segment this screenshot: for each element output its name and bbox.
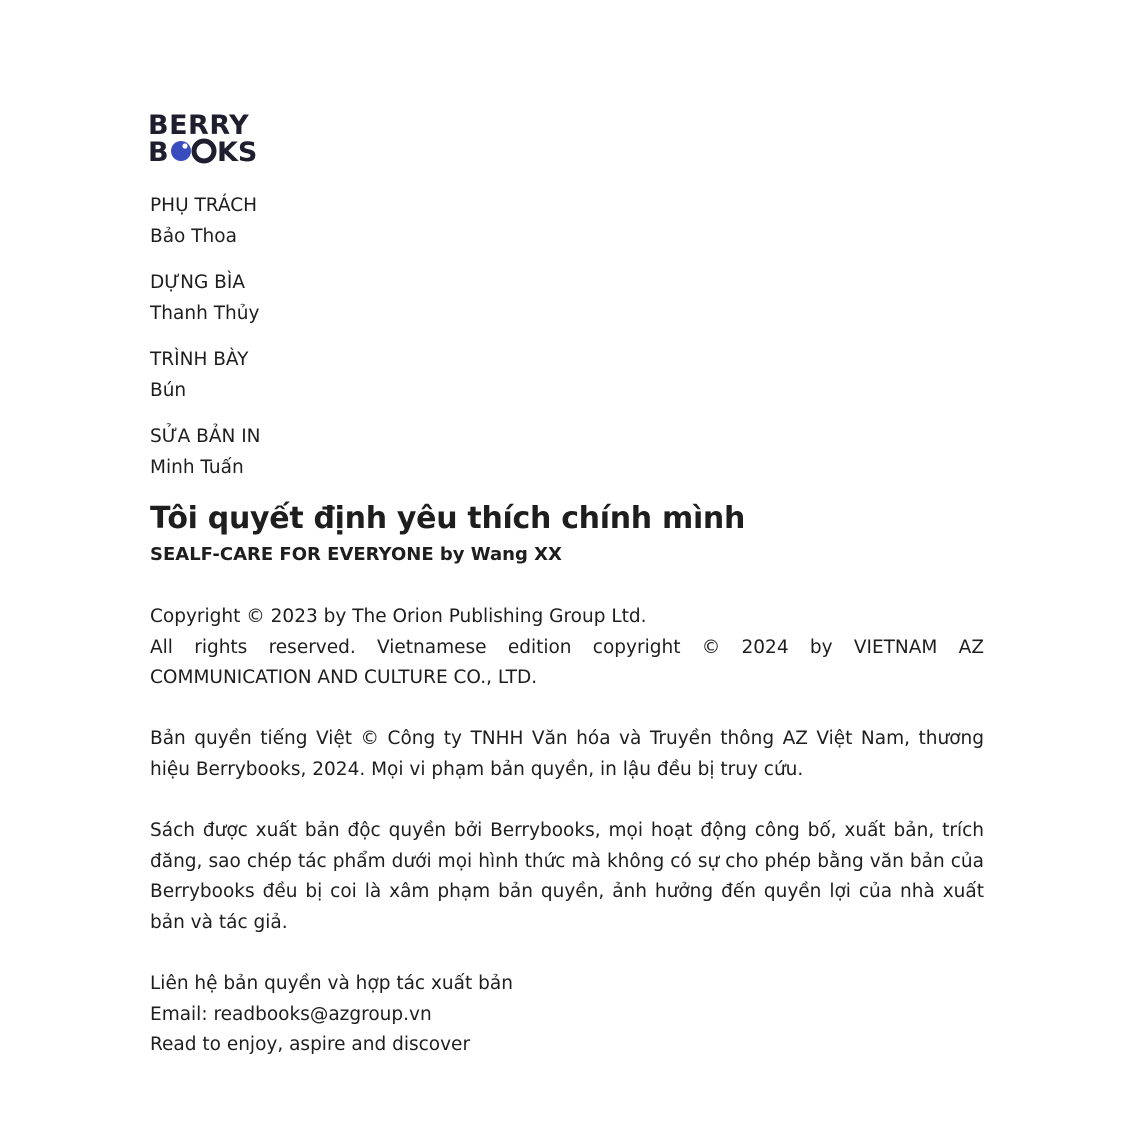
book-subtitle: SEALF-CARE FOR EVERYONE by Wang XX	[150, 544, 562, 565]
credits-list	[150, 190, 261, 498]
contact-block	[150, 969, 984, 1061]
copyright-line: Copyright © 2023 by The Orion Publishing Group Ltd.	[150, 606, 647, 627]
credit-role: PHỤ TRÁCH	[150, 195, 258, 216]
logo-second-o	[194, 141, 214, 161]
contact-heading: Liên hệ bản quyền và hợp tác xuất bản	[150, 973, 513, 995]
credit-name: Minh Tuấn	[150, 457, 244, 478]
logo-text-line2-ks: KS	[217, 137, 258, 164]
credit-name: Thanh Thủy	[150, 303, 260, 324]
credit-role: TRÌNH BÀY	[150, 349, 249, 370]
exclusive-notice-paragraph: Sách được xuất bản độc quyền bởi Berrybooks, mọi hoạt động công bố, xuất bản, trích đăng, sao chép tác phẩm dưới mọi hình thức mà không có sự cho phép bằng văn bản của Berrybooks đều bị coi là xâm phạm bản quyền, ảnh hưởng đến quyền lợi của nhà xuất bản và tác giả.	[150, 820, 984, 933]
berrybooks-logo	[148, 110, 270, 164]
logo-text-line2-b: B	[148, 137, 169, 164]
copyright-body	[150, 602, 984, 1061]
tagline: Read to enjoy, aspire and discover	[150, 1034, 471, 1056]
logo-text-line1: BERRY	[148, 110, 250, 141]
book-title: Tôi quyết định yêu thích chính mình	[150, 501, 746, 536]
credit-item	[150, 344, 261, 406]
credit-name: Bảo Thoa	[150, 226, 237, 247]
book-title-block	[150, 498, 745, 568]
credit-item	[150, 421, 261, 483]
copyright-paragraph	[150, 602, 984, 694]
credit-item	[150, 190, 261, 252]
credit-item	[150, 267, 261, 329]
credit-role: DỰNG BÌA	[150, 272, 245, 293]
contact-email: Email: readbooks@azgroup.vn	[150, 1003, 432, 1025]
logo-berry-o	[171, 141, 191, 161]
credit-name: Bún	[150, 380, 187, 401]
vn-copyright-paragraph: Bản quyền tiếng Việt © Công ty TNHH Văn hóa và Truyền thông AZ Việt Nam, thương hiệu Berrybooks, 2024. Mọi vi phạm bản quyền, in lậu đều bị truy cứu.	[150, 728, 984, 780]
credit-role: SỬA BẢN IN	[150, 426, 261, 447]
copyright-line: All rights reserved. Vietnamese edition copyright © 2024 by VIETNAM AZ COMMUNICATION AND CULTURE CO., LTD.	[150, 636, 984, 689]
